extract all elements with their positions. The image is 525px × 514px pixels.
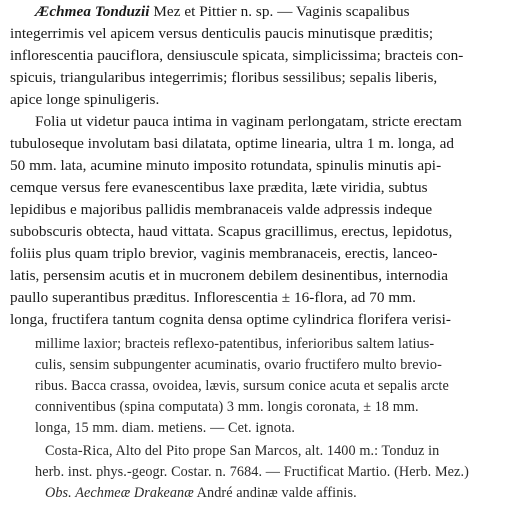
description-line: culis, sensim subpungenter acuminatis, ovario fructifero multo brevio- — [35, 357, 442, 373]
locality-line: herb. inst. phys.-geogr. Costar. n. 7684. — Fructificat Martio. (Herb. Mez.) — [35, 464, 469, 480]
description-line: latis, persensim acutis et in mucronem debilem desinentibus, internodia — [10, 267, 448, 284]
description-line: foliis plus quam triplo brevior, vaginis membranaceis, erectis, lanceo- — [10, 245, 438, 262]
observation-line — [45, 484, 357, 502]
description-line: conniventibus (spina computata) 3 mm. longis coronata, ± 18 mm. — [35, 399, 419, 415]
locality-line: Costa-Rica, Alto del Pito prope San Marcos, alt. 1400 m.: Tonduz in — [45, 443, 440, 459]
diagnosis-line — [35, 3, 513, 21]
description-line: longa, fructifera tantum cognita densa optime cylindrica florifera verisi- — [10, 311, 452, 328]
description-line: paullo superantibus præditus. Inflorescentia ± 16-flora, ad 70 mm. — [10, 289, 416, 306]
author-text: Mez et Pittier n. sp. — Vaginis scapalibus — [149, 3, 410, 20]
description-line: tubuloseque involutam basi dilatata, optime linearia, ultra 1 m. longa, ad — [10, 135, 455, 152]
observation-label: Obs. Aechmeæ Drakeanæ — [45, 485, 194, 501]
description-line: cemque versus fere evanescentibus laxe prædita, læte viridia, subtus — [10, 179, 428, 196]
description-line: ribus. Bacca crassa, ovoidea, lævis, sursum conice acuta et sepalis arcte — [35, 378, 449, 394]
diagnosis-line: inflorescentia pauciflora, densiuscule spicata, simplicissima; bracteis con- — [10, 47, 464, 64]
description-line: millime laxior; bracteis reflexo-patentibus, inferioribus saltem latius- — [35, 336, 435, 352]
description-line: Folia ut videtur pauca intima in vaginam perlongatam, stricte erectam — [35, 113, 462, 130]
description-line: 50 mm. lata, acumine minuto imposito rotundata, spinulis minutis api- — [10, 157, 442, 174]
description-line: subobscuris obtecta, haud vittata. Scapus gracillimus, erectus, lepidotus, — [10, 223, 453, 240]
diagnosis-line: spicuis, triangularibus integerrimis; floribus sessilibus; sepalis liberis, — [10, 69, 438, 86]
description-line: lepidibus e majoribus pallidis membranaceis valde adpressis indeque — [10, 201, 433, 218]
description-line: longa, 15 mm. diam. metiens. — Cet. ignota. — [35, 420, 296, 436]
taxon-name: Æchmea Tonduzii — [35, 3, 150, 20]
diagnosis-line: apice longe spinuligeris. — [10, 91, 160, 108]
diagnosis-line: integerrimis vel apicem versus denticulis paucis minutisque præditis; — [10, 25, 434, 42]
observation-text: André andinæ valde affinis. — [193, 485, 357, 501]
